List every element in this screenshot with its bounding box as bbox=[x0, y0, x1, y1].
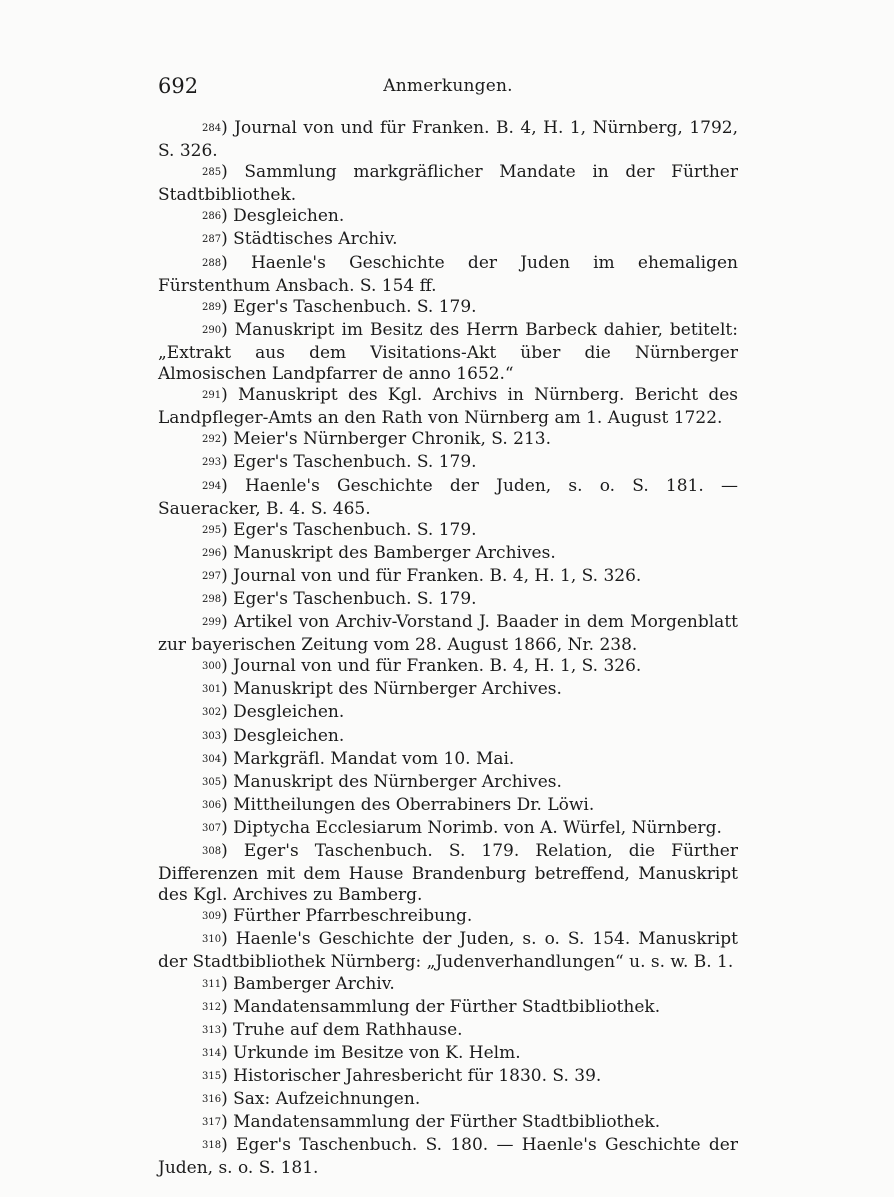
endnote-paren: ) bbox=[221, 748, 234, 769]
endnote-text: Eger's Taschenbuch. S. 179. Relation, die Fürther Differenzen mit dem Hause Brandenburg betreffend, Manuskript des Kgl. Archives zu Bamberg. bbox=[158, 841, 738, 906]
endnote bbox=[158, 297, 738, 320]
endnote-paren: ) bbox=[221, 118, 235, 138]
endnote-number: 294 bbox=[202, 480, 222, 492]
endnote-number: 290 bbox=[202, 324, 222, 336]
endnote-paren: ) bbox=[221, 162, 245, 183]
endnote-text: Manuskript des Kgl. Archivs in Nürnberg. Bericht des Landpfleger-Amts an den Rath von Nürnberg am 1. August 1722. bbox=[158, 385, 738, 429]
endnote-number: 296 bbox=[202, 547, 222, 559]
endnote-paren: ) bbox=[221, 725, 234, 746]
endnote-text: Urkunde im Besitze von K. Helm. bbox=[233, 1042, 521, 1063]
endnote bbox=[158, 452, 738, 475]
endnote-number: 316 bbox=[202, 1094, 222, 1106]
endnote-number: 287 bbox=[202, 234, 222, 246]
endnote-text: Sax: Aufzeichnungen. bbox=[233, 1089, 421, 1110]
endnote-number: 295 bbox=[202, 524, 222, 536]
endnote bbox=[158, 162, 738, 206]
endnote-text: Markgräfl. Mandat vom 10. Mai. bbox=[233, 748, 515, 769]
endnote-text: Historischer Jahresbericht für 1830. S. 39. bbox=[233, 1065, 602, 1086]
endnote-paren: ) bbox=[221, 771, 234, 792]
endnote-paren: ) bbox=[221, 206, 234, 227]
endnote bbox=[158, 118, 738, 162]
endnote-text: Bamberger Archiv. bbox=[233, 973, 395, 994]
endnote-text: Manuskript des Bamberger Archives. bbox=[233, 542, 556, 563]
endnote-text: Desgleichen. bbox=[233, 206, 345, 227]
endnote-paren: ) bbox=[221, 973, 234, 994]
endnote-paren: ) bbox=[221, 1019, 234, 1040]
endnote-number: 299 bbox=[202, 617, 222, 629]
endnote-paren: ) bbox=[221, 1042, 234, 1063]
endnote-paren: ) bbox=[221, 1065, 234, 1086]
endnote-paren: ) bbox=[221, 475, 245, 496]
endnote-text: Mittheilungen des Oberrabiners Dr. Löwi. bbox=[233, 794, 595, 815]
endnote-number: 306 bbox=[202, 799, 222, 811]
endnote-text: Journal von und für Franken. B. 4, H. 1, S. 326. bbox=[233, 565, 642, 586]
endnote-number: 315 bbox=[202, 1070, 222, 1082]
endnote-paren: ) bbox=[221, 296, 234, 317]
endnote-text: Haenle's Geschichte der Juden im ehemaligen Fürstenthum Ansbach. S. 154 ff. bbox=[158, 252, 738, 296]
endnote-number: 289 bbox=[202, 301, 222, 313]
endnote-text: Desgleichen. bbox=[233, 725, 345, 746]
endnote-paren: ) bbox=[221, 385, 238, 406]
endnote-paren: ) bbox=[221, 679, 234, 700]
endnote-paren: ) bbox=[221, 319, 235, 340]
endnote bbox=[158, 795, 738, 818]
endnote bbox=[158, 679, 738, 702]
endnote-paren: ) bbox=[221, 588, 234, 609]
endnote-number: 313 bbox=[202, 1024, 222, 1036]
endnote-text: Truhe auf dem Rathhause. bbox=[233, 1019, 463, 1040]
endnote-number: 284 bbox=[202, 123, 222, 134]
endnote-number: 308 bbox=[202, 846, 222, 857]
endnote-text: Eger's Taschenbuch. S. 179. bbox=[233, 519, 477, 540]
endnote bbox=[158, 229, 738, 252]
endnote bbox=[158, 702, 738, 725]
endnote-number: 302 bbox=[202, 707, 222, 719]
endnote-text: Journal von und für Franken. B. 4, H. 1, S. 326. bbox=[233, 656, 642, 677]
endnote bbox=[158, 476, 738, 520]
endnote-number: 286 bbox=[202, 211, 222, 223]
endnote-paren: ) bbox=[221, 996, 234, 1017]
endnote-paren: ) bbox=[221, 1112, 234, 1133]
endnote-number: 292 bbox=[202, 434, 222, 446]
endnote-text: Eger's Taschenbuch. S. 179. bbox=[233, 296, 477, 317]
endnote bbox=[158, 1043, 738, 1066]
endnote-number: 314 bbox=[202, 1047, 222, 1059]
endnote-number: 304 bbox=[202, 753, 222, 765]
endnote bbox=[158, 1020, 738, 1043]
endnote bbox=[158, 429, 738, 452]
endnote-number: 312 bbox=[202, 1001, 222, 1013]
endnote-number: 309 bbox=[202, 911, 222, 923]
endnote bbox=[158, 543, 738, 566]
endnote-paren: ) bbox=[221, 452, 234, 473]
endnote-paren: ) bbox=[221, 542, 234, 563]
endnote bbox=[158, 385, 738, 429]
endnote-paren: ) bbox=[221, 252, 251, 273]
endnote bbox=[158, 320, 738, 385]
endnote-number: 288 bbox=[202, 257, 222, 269]
endnote bbox=[158, 656, 738, 679]
endnote bbox=[158, 1066, 738, 1089]
endnote bbox=[158, 841, 738, 906]
endnote-number: 318 bbox=[202, 1140, 222, 1152]
endnote-number: 307 bbox=[202, 822, 222, 834]
endnotes-list bbox=[158, 118, 738, 1179]
endnote-text: Sammlung markgräflicher Mandate in der Fürther Stadtbibliothek. bbox=[158, 162, 738, 206]
endnote bbox=[158, 772, 738, 795]
endnote-paren: ) bbox=[221, 817, 234, 838]
endnote-text: Eger's Taschenbuch. S. 179. bbox=[233, 452, 477, 473]
page-number: 692 bbox=[158, 74, 199, 98]
endnote-number: 317 bbox=[202, 1117, 222, 1129]
endnote bbox=[158, 589, 738, 612]
endnote bbox=[158, 749, 738, 772]
endnote-text: Artikel von Archiv-Vorstand J. Baader in dem Morgenblatt zur bayerischen Zeitung vom 28. August 1866, Nr. 238. bbox=[158, 612, 738, 656]
endnote-text: Desgleichen. bbox=[233, 702, 345, 723]
endnote bbox=[158, 612, 738, 656]
endnote-paren: ) bbox=[221, 1135, 237, 1156]
endnote bbox=[158, 520, 738, 543]
endnote-number: 303 bbox=[202, 730, 222, 742]
endnote bbox=[158, 566, 738, 589]
endnote-number: 301 bbox=[202, 684, 222, 696]
endnote-text: Meier's Nürnberger Chronik, S. 213. bbox=[233, 429, 551, 450]
endnote-paren: ) bbox=[221, 906, 234, 927]
endnote bbox=[158, 906, 738, 929]
endnote-number: 305 bbox=[202, 776, 222, 788]
endnote-paren: ) bbox=[221, 702, 234, 723]
endnote-paren: ) bbox=[221, 612, 234, 633]
endnote-paren: ) bbox=[221, 656, 234, 677]
endnote-text: Manuskript im Besitz des Herrn Barbeck dahier, betitelt: „Extrakt aus dem Visitations-Akt über die Nürnberger Almosischen Landpfarrer de anno 1652.“ bbox=[158, 319, 738, 385]
endnote-text: Diptycha Ecclesiarum Norimb. von A. Würfel, Nürnberg. bbox=[233, 817, 722, 838]
endnote bbox=[158, 1135, 738, 1179]
endnote bbox=[158, 929, 738, 973]
endnote-text: Journal von und für Franken. B. 4, H. 1, Nürnberg, 1792, S. 326. bbox=[158, 118, 738, 162]
endnote bbox=[158, 206, 738, 229]
endnote-text: Haenle's Geschichte der Juden, s. o. S. 154. Manuskript der Stadtbibliothek Nürnberg: „Judenverhandlungen“ u. s. w. B. 1. bbox=[158, 929, 738, 973]
endnote-paren: ) bbox=[221, 565, 234, 586]
endnote-text: Eger's Taschenbuch. S. 179. bbox=[233, 588, 477, 609]
endnote-number: 310 bbox=[202, 934, 222, 946]
endnote-paren: ) bbox=[221, 429, 234, 450]
endnote-text: Manuskript des Nürnberger Archives. bbox=[233, 771, 562, 792]
endnote-number: 297 bbox=[202, 570, 222, 582]
page-header bbox=[158, 74, 738, 102]
endnote-text: Manuskript des Nürnberger Archives. bbox=[233, 679, 562, 700]
endnote bbox=[158, 253, 738, 297]
endnote-paren: ) bbox=[221, 519, 234, 540]
endnote-text: Eger's Taschenbuch. S. 180. — Haenle's Geschichte der Juden, s. o. S. 181. bbox=[158, 1135, 738, 1179]
endnote-text: Mandatensammlung der Fürther Stadtbibliothek. bbox=[233, 996, 661, 1017]
endnote-paren: ) bbox=[221, 1089, 234, 1110]
endnote-number: 285 bbox=[202, 167, 222, 179]
endnote-number: 311 bbox=[202, 978, 222, 990]
endnote-paren: ) bbox=[221, 841, 244, 861]
endnote-number: 293 bbox=[202, 457, 222, 469]
endnote-number: 291 bbox=[202, 390, 222, 402]
endnote-text: Mandatensammlung der Fürther Stadtbibliothek. bbox=[233, 1112, 661, 1133]
endnote bbox=[158, 997, 738, 1020]
endnote bbox=[158, 974, 738, 997]
endnote-text: Fürther Pfarrbeschreibung. bbox=[233, 906, 473, 927]
endnote-text: Städtisches Archiv. bbox=[233, 229, 398, 250]
endnote bbox=[158, 726, 738, 749]
endnote bbox=[158, 818, 738, 841]
endnote-text: Haenle's Geschichte der Juden, s. o. S. 181. — Saueracker, B. 4. S. 465. bbox=[158, 475, 738, 519]
endnote-number: 298 bbox=[202, 593, 222, 605]
endnote-number: 300 bbox=[202, 661, 222, 673]
endnote bbox=[158, 1112, 738, 1135]
running-title: Anmerkungen. bbox=[383, 76, 513, 96]
endnote bbox=[158, 1089, 738, 1112]
endnote-paren: ) bbox=[221, 929, 236, 950]
endnote-paren: ) bbox=[221, 229, 234, 250]
endnote-paren: ) bbox=[221, 794, 234, 815]
